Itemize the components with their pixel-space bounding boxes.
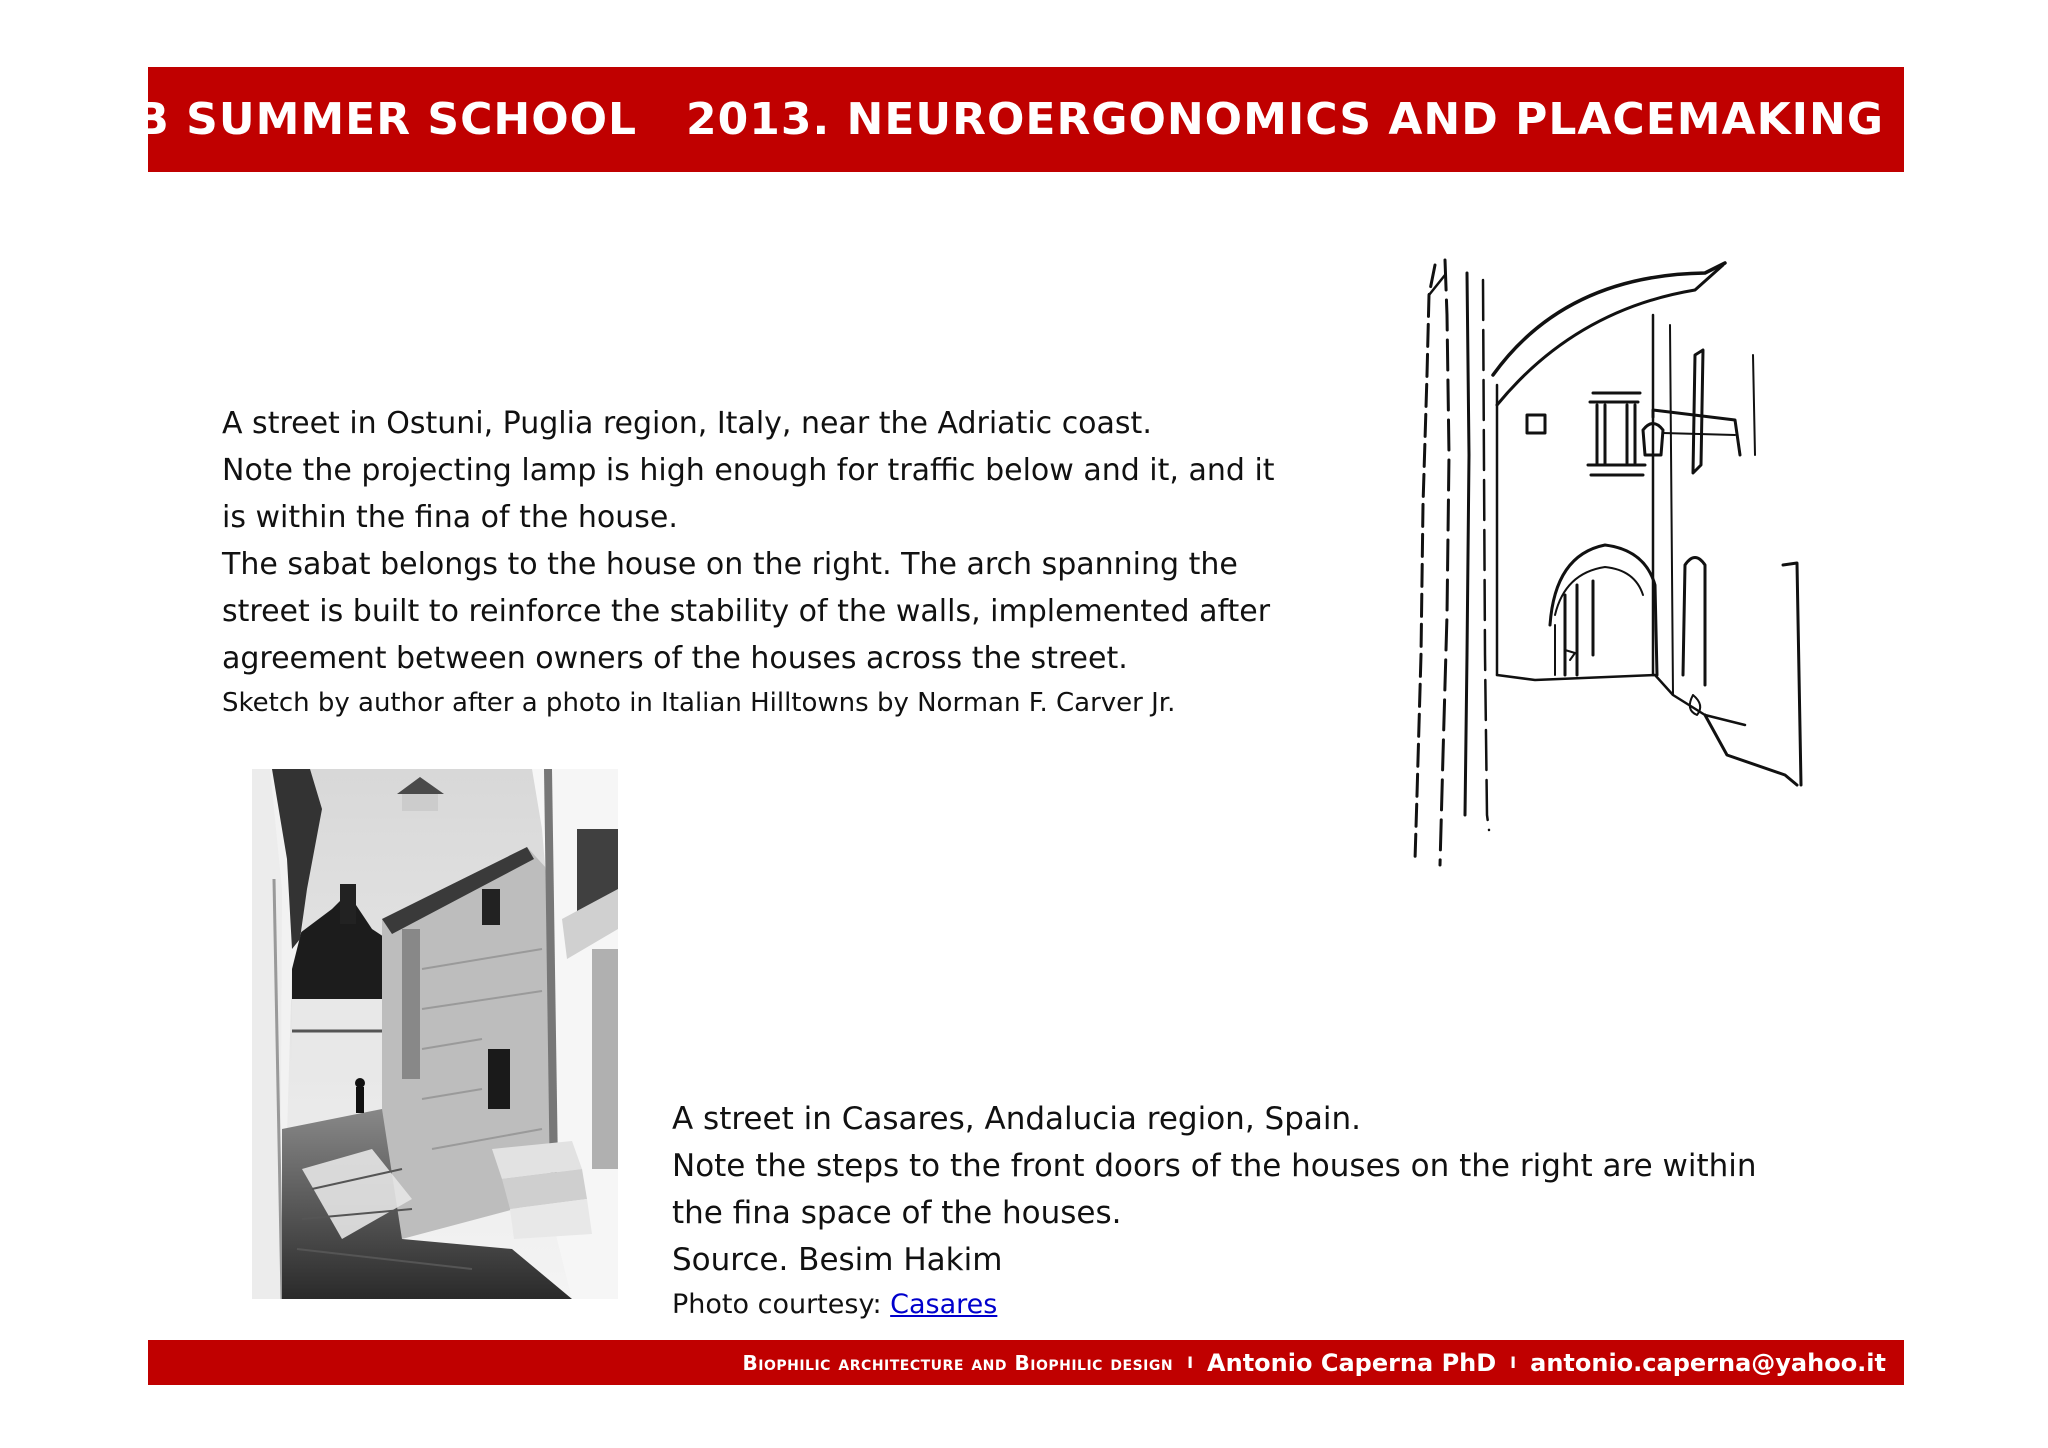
ostuni-caption-line: The sabat belongs to the house on the right. The arch spanning the [222,547,1238,582]
casares-caption [672,1096,1872,1326]
casares-caption-line: A street in Casares, Andalucia region, Spain. [672,1101,1361,1137]
footer-course: Biophilic architecture and Biophilic design [742,1350,1174,1375]
casares-street-photo [252,769,618,1299]
ostuni-caption-line: street is built to reinforce the stability of the walls, implemented after [222,594,1271,629]
photo-courtesy [672,1284,1872,1326]
page-title: ISB SUMMER SCHOOL 2013. NEUROERGONOMICS AND PLACEMAKING [85,94,1884,145]
casares-link[interactable]: Casares [890,1289,998,1320]
ostuni-caption-line: A street in Ostuni, Puglia region, Italy, near the Adriatic coast. [222,406,1152,441]
ostuni-caption-line: is within the fina of the house. [222,500,678,535]
footer-bar [148,1340,1904,1385]
casares-caption-line: Note the steps to the front doors of the houses on the right are within [672,1148,1757,1184]
sketch-credit: Sketch by author after a photo in Italian Hilltowns by Norman F. Carver Jr. [222,688,1176,718]
header-bar [85,67,1904,172]
casares-caption-line: the fina space of the houses. [672,1195,1122,1231]
footer-author: Antonio Caperna PhD [1207,1348,1497,1377]
ostuni-caption-line: agreement between owners of the houses across the street. [222,641,1128,676]
footer-email: antonio.caperna@yahoo.it [1530,1348,1886,1377]
ostuni-caption [222,400,1362,724]
footer-separator: I [1187,1353,1194,1372]
ostuni-caption-line: Note the projecting lamp is high enough for traffic below and it, and it [222,453,1275,488]
footer-separator: I [1510,1353,1517,1372]
ostuni-street-sketch [1405,255,1825,870]
casares-caption-line: Source. Besim Hakim [672,1242,1003,1278]
photo-courtesy-label: Photo courtesy: [672,1289,891,1320]
